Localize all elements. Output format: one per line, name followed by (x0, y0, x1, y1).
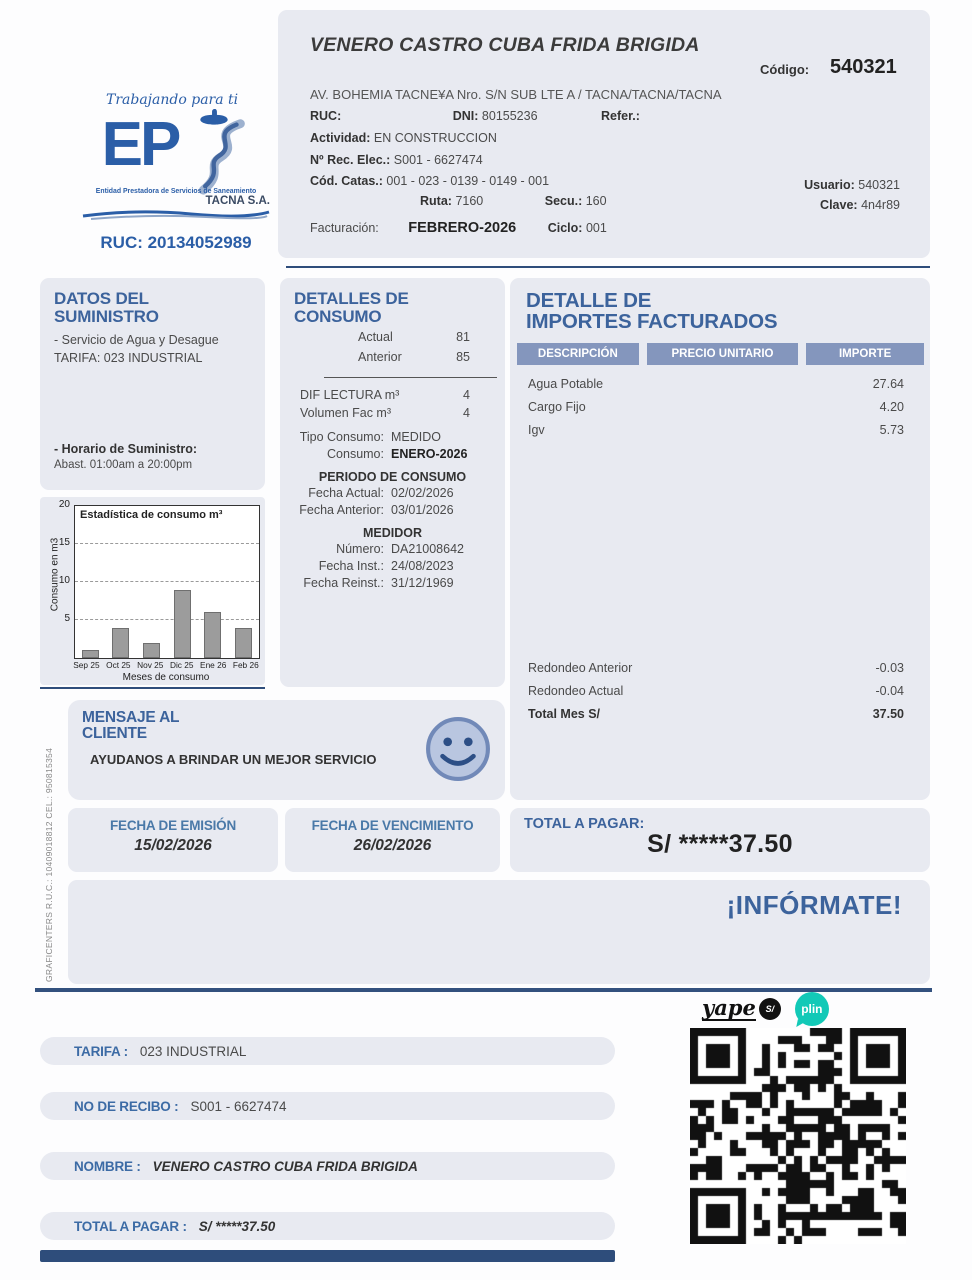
table-row: Redondeo Anterior -0.03 (528, 660, 904, 675)
fecha-inst-value: 24/08/2023 (391, 558, 454, 573)
plin-logo-icon: plin (795, 992, 829, 1026)
chart-bar (82, 650, 99, 658)
column-precio-unitario: PRECIO UNITARIO (647, 343, 799, 365)
chart-bar (174, 590, 191, 658)
ciclo-value: 001 (585, 221, 607, 235)
stub-tarifa-row (40, 1037, 615, 1065)
clave-value: 4n4r89 (861, 198, 900, 212)
fecha-reinst-row: Fecha Reinst.: 31/12/1969 (280, 574, 505, 591)
printer-credit-vertical: GRAFICENTERS R.U.C.: 10409018812 CEL.: 950815354 (44, 747, 54, 982)
total-mes-row: Total Mes S/ 37.50 (528, 706, 904, 721)
payment-logos (702, 992, 829, 1026)
volumen-fac-row: Volumen Fac m³ 4 (300, 406, 470, 421)
medidor-title: MEDIDOR (362, 526, 423, 541)
fecha-anterior-value: 03/01/2026 (391, 502, 454, 517)
table-row: Redondeo Actual -0.04 (528, 683, 904, 698)
fecha-reinst-value: 31/12/1969 (391, 575, 454, 590)
chart-title: Estadística de consumo m³ (80, 509, 223, 521)
stub-recibo-label: NO DE RECIBO : (74, 1098, 179, 1114)
informate-text: ¡INFÓRMATE! (726, 890, 902, 920)
fecha-anterior-row: Fecha Anterior: 03/01/2026 (280, 501, 505, 518)
horario-label: - Horario de Suministro: (54, 442, 198, 456)
facturacion-value: FEBRERO-2026 (408, 220, 517, 236)
cod-catas-value: 001 - 023 - 0139 - 0149 - 001 (386, 174, 550, 188)
lectura-actual-value: 81 (456, 330, 470, 345)
codigo-catastral-row: Cód. Catas.: 001 - 023 - 0139 - 0149 - 001 (310, 174, 550, 188)
lectura-anterior-row: Anterior 85 (358, 350, 470, 365)
mensaje-title: MENSAJE AL CLIENTE (82, 709, 180, 743)
table-row: Agua Potable 27.64 (528, 377, 904, 392)
chart-divider (40, 687, 265, 689)
stub-recibo-row (40, 1092, 615, 1120)
suministro-title: DATOS DEL SUMINISTRO (54, 289, 159, 326)
lectura-actual-row: Actual 81 (358, 330, 470, 345)
stub-nombre-row (40, 1152, 615, 1180)
id-row: RUC: DNI: 80155236 Refer.: (310, 109, 640, 123)
customer-name: VENERO CASTRO CUBA FRIDA BRIGIDA (310, 34, 700, 56)
consumption-chart-panel: Consumo en m3 Estadística de consumo m³ Sep 25 Oct 25 Nov 25 Dic 25 Ene 26 Feb 26 Meses de consumo 5 10 15 20 (40, 497, 265, 685)
horario-value: Abast. 01:00am a 20:00pm (54, 459, 193, 471)
lectura-anterior-value: 85 (456, 350, 470, 365)
actividad-row: Actividad: EN CONSTRUCCION (310, 131, 497, 145)
consumo-separator (324, 377, 497, 378)
dni-value: 80155236 (481, 109, 538, 123)
logo-subtitle: Entidad Prestadora de Servicios de Saneamiento (95, 188, 257, 195)
stub-total-row (40, 1212, 615, 1240)
chart-plot (74, 505, 260, 659)
mensaje-body: AYUDANOS A BRINDAR UN MEJOR SERVICIO (90, 752, 377, 768)
chart-bar (204, 612, 221, 658)
logo-swoosh-icon (78, 207, 274, 225)
actividad-value: EN CONSTRUCCION (373, 131, 497, 145)
fecha-emision-label: FECHA DE EMISIÓN (109, 818, 237, 833)
consumo-mes-value: ENERO-2026 (391, 446, 468, 461)
chart-bar (143, 643, 160, 658)
volumen-fac-value: 4 (463, 406, 470, 421)
dif-lectura-value: 4 (463, 388, 470, 403)
stub-total-value: S/ *****37.50 (198, 1218, 276, 1234)
column-descripcion: DESCRIPCIÓN (517, 343, 639, 365)
usuario-row: Usuario: 540321 (804, 178, 900, 192)
importes-panel (510, 278, 930, 800)
ruta-value: 7160 (455, 194, 484, 208)
stub-tarifa-label: TARIFA : (74, 1043, 128, 1059)
dif-lectura-row: DIF LECTURA m³ 4 (300, 388, 470, 403)
recibo-electronico-row: Nº Rec. Elec.: S001 - 6627474 (310, 153, 483, 167)
mensaje-panel (68, 700, 505, 800)
codigo-value: 540321 (830, 56, 897, 78)
eps-logo (78, 92, 274, 253)
consumo-title: DETALLES DE CONSUMO (294, 289, 409, 326)
facturacion-row: Facturación: FEBRERO-2026 Ciclo: 001 (310, 220, 607, 236)
fecha-vencimiento-panel (285, 808, 500, 872)
consumo-mes-row: Consumo: ENERO-2026 (280, 445, 505, 462)
periodo-title: PERIODO DE CONSUMO (318, 470, 467, 485)
total-a-pagar-value: S/ *****37.50 (647, 830, 793, 858)
smiley-face-icon (425, 716, 491, 787)
logo-tagline: Trabajando para ti (106, 92, 239, 108)
bottom-blue-bar (40, 1250, 615, 1262)
stub-nombre-value: VENERO CASTRO CUBA FRIDA BRIGIDA (152, 1158, 418, 1174)
fecha-inst-row: Fecha Inst.: 24/08/2023 (280, 557, 505, 574)
chart-bar (235, 628, 252, 658)
medidor-numero-value: DA21008642 (391, 541, 464, 556)
stub-recibo-value: S001 - 6627474 (190, 1098, 287, 1114)
ruta-secu-row: Ruta: 7160 Secu.: 160 (420, 194, 607, 208)
logo-ruc: RUC: 20134052989 (100, 233, 252, 252)
stub-total-label: TOTAL A PAGAR : (74, 1218, 187, 1234)
chart-xlabel: Meses de consumo (122, 672, 210, 683)
yape-logo-icon: yape S/ (702, 997, 781, 1021)
fecha-emision-panel (68, 808, 278, 872)
clave-row: Clave: 4n4r89 (820, 198, 900, 212)
customer-address: AV. BOHEMIA TACNE¥A Nro. S/N SUB LTE A / TACNA/TACNA/TACNA (310, 87, 722, 102)
medidor-numero-row: Número: DA21008642 (280, 540, 505, 557)
chart-ylabel: Consumo en m3 (49, 537, 61, 612)
logo-company: TACNA S.A. (205, 195, 270, 207)
consumo-panel (280, 278, 505, 687)
codigo-label: Código: (760, 62, 810, 77)
stub-tarifa-value: 023 INDUSTRIAL (139, 1043, 247, 1059)
header-panel (278, 10, 930, 258)
total-mes-value: 37.50 (872, 706, 904, 721)
importes-table-header (510, 341, 930, 365)
tipo-consumo-row: Tipo Consumo: MEDIDO (280, 428, 505, 445)
suministro-panel (40, 278, 265, 490)
total-a-pagar-panel (510, 808, 930, 872)
tarifa-line: TARIFA: 023 INDUSTRIAL (54, 351, 203, 366)
servicio-line: - Servicio de Agua y Desague (54, 333, 219, 348)
rec-elec-value: S001 - 6627474 (393, 153, 483, 167)
qr-code (690, 1028, 906, 1244)
header-divider (286, 266, 930, 268)
informate-panel (68, 880, 930, 984)
table-row: Cargo Fijo 4.20 (528, 400, 904, 415)
fecha-vencimiento-value: 26/02/2026 (353, 837, 432, 854)
chart-bar (112, 628, 129, 658)
secu-value: 160 (585, 194, 607, 208)
fecha-actual-value: 02/02/2026 (391, 485, 454, 500)
tipo-consumo-value: MEDIDO (391, 429, 441, 444)
fecha-actual-row: Fecha Actual: 02/02/2026 (280, 484, 505, 501)
table-row: Igv 5.73 (528, 423, 904, 438)
stub-nombre-label: NOMBRE : (74, 1158, 141, 1174)
chart-xticks: Sep 25 Oct 25 Nov 25 Dic 25 Ene 26 Feb 26 (73, 660, 259, 670)
importes-title: DETALLE DE IMPORTES FACTURADOS (526, 289, 778, 334)
logo-ep-text: EP (101, 110, 179, 179)
column-importe: IMPORTE (806, 343, 924, 365)
fecha-vencimiento-label: FECHA DE VENCIMIENTO (311, 818, 474, 833)
fecha-emision-value: 15/02/2026 (134, 837, 212, 854)
chart-bars (75, 506, 259, 658)
total-a-pagar-label: TOTAL A PAGAR: (524, 816, 645, 832)
usuario-value: 540321 (858, 178, 900, 192)
